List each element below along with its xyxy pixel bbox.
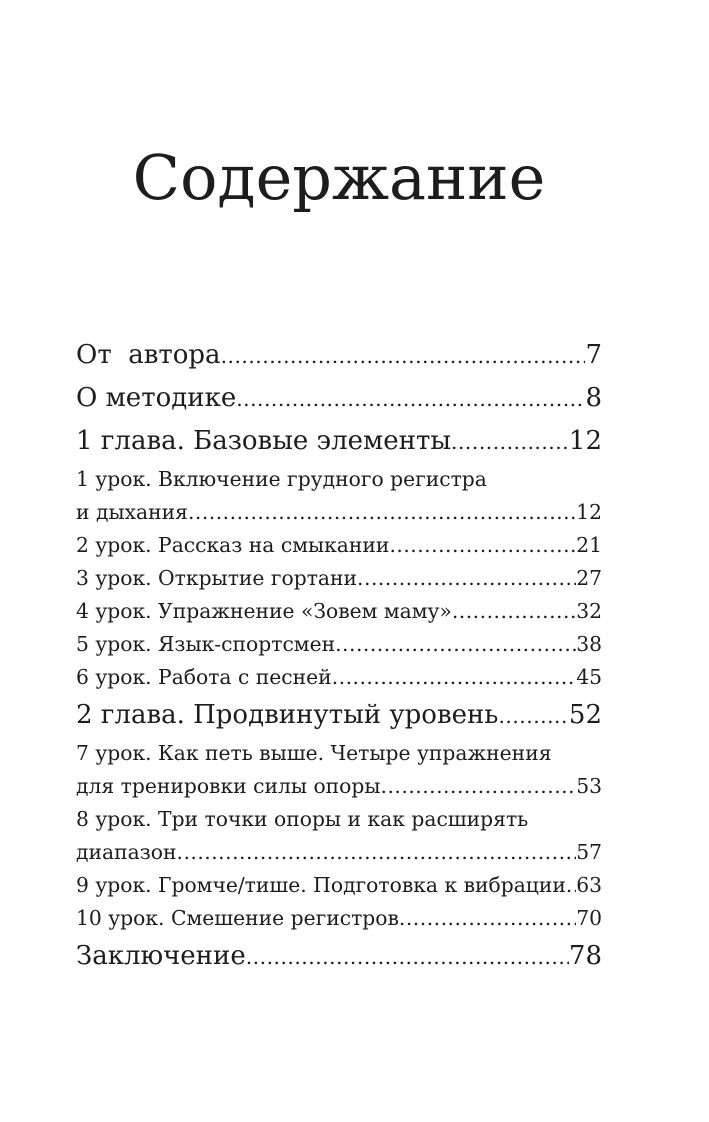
toc-entry-line <box>76 694 602 737</box>
toc-entry-line <box>76 661 602 694</box>
toc-entry-line <box>76 836 602 869</box>
toc-entry-label: 4 урок. Упражнение «Зовем маму» <box>76 599 452 623</box>
toc-entry-line <box>76 463 602 496</box>
toc-entry-line <box>76 628 602 661</box>
toc-entry <box>76 803 602 869</box>
toc-entry-label: диапазон <box>76 840 177 864</box>
toc-dot-leader <box>246 936 569 978</box>
toc-entry-line <box>76 595 602 628</box>
toc-dot-leader <box>498 695 568 737</box>
toc-page-number: 8 <box>585 383 602 413</box>
toc-page-number: 53 <box>576 774 602 798</box>
toc-entry-line <box>76 869 602 902</box>
toc-entry-label: 8 урок. Три точки опоры и как расширять <box>76 807 529 831</box>
toc-entry <box>76 902 602 935</box>
toc-dot-leader <box>335 628 576 661</box>
toc-dot-leader <box>381 770 577 803</box>
toc-page-number: 12 <box>576 500 602 524</box>
toc-dot-leader <box>221 335 586 377</box>
toc-entry-line <box>76 737 602 770</box>
toc-entry-label: 5 урок. Язык-спортсмен <box>76 632 336 656</box>
toc-entry-label: для тренировки силы опоры <box>76 774 381 798</box>
toc-page-number: 27 <box>576 566 602 590</box>
toc-entry-line <box>76 935 602 978</box>
toc-dot-leader <box>332 661 577 694</box>
toc-page-number: 7 <box>585 340 602 370</box>
toc-page-number: 32 <box>576 599 602 623</box>
book-toc-page <box>0 143 709 1122</box>
toc-page-number: 57 <box>576 840 602 864</box>
toc-entry-line <box>76 770 602 803</box>
toc-entry <box>76 463 602 529</box>
toc-entry-line <box>76 902 602 935</box>
toc-page-number: 52 <box>568 700 602 730</box>
toc-entry-label: О методике <box>76 383 237 413</box>
toc-entry-label: 2 глава. Продвинутый уровень <box>76 700 499 730</box>
toc-list <box>76 334 602 978</box>
toc-entry <box>76 869 602 902</box>
toc-entry <box>76 529 602 562</box>
toc-page-number: 12 <box>568 426 602 456</box>
toc-entry-line <box>76 529 602 562</box>
toc-dot-leader <box>399 902 576 935</box>
toc-entry <box>76 595 602 628</box>
toc-dot-leader <box>177 836 577 869</box>
toc-dot-leader <box>389 529 576 562</box>
toc-entry <box>76 377 602 420</box>
toc-entry <box>76 935 602 978</box>
toc-entry-label: и дыхания <box>76 500 188 524</box>
toc-entry-label: 1 глава. Базовые элементы <box>76 426 452 456</box>
toc-entry-line <box>76 562 602 595</box>
toc-entry-label: 9 урок. Громче/тише. Подготовка к вибрации <box>76 873 566 897</box>
toc-dot-leader <box>452 595 576 628</box>
toc-page-number: 78 <box>568 941 602 971</box>
toc-entry <box>76 737 602 803</box>
toc-dot-leader <box>451 421 569 463</box>
toc-entry-label: От автора <box>76 340 221 370</box>
toc-dot-leader <box>357 562 576 595</box>
toc-dot-leader <box>566 869 576 902</box>
toc-page-number: 21 <box>576 533 602 557</box>
toc-entry-line <box>76 496 602 529</box>
toc-entry-label: 3 урок. Открытие гортани <box>76 566 358 590</box>
toc-entry-label: 6 урок. Работа с песней <box>76 665 332 689</box>
toc-page-number: 63 <box>576 873 602 897</box>
toc-page-number: 45 <box>576 665 602 689</box>
toc-dot-leader <box>236 378 585 420</box>
toc-entry-label: 1 урок. Включение грудного регистра <box>76 467 487 491</box>
toc-entry-line <box>76 803 602 836</box>
page-title: Содержание <box>132 141 546 214</box>
toc-entry <box>76 420 602 463</box>
toc-entry-label: 2 урок. Рассказ на смыкании <box>76 533 390 557</box>
toc-entry <box>76 694 602 737</box>
toc-entry-line <box>76 377 602 420</box>
toc-entry-line <box>76 420 602 463</box>
toc-entry-line <box>76 334 602 377</box>
toc-entry <box>76 562 602 595</box>
toc-page-number: 70 <box>576 906 602 930</box>
toc-entry-label: 10 урок. Смешение регистров <box>76 906 399 930</box>
toc-entry <box>76 628 602 661</box>
toc-entry-label: Заключение <box>76 941 246 971</box>
toc-entry <box>76 334 602 377</box>
toc-entry <box>76 661 602 694</box>
toc-page-number: 38 <box>576 632 602 656</box>
toc-entry-label: 7 урок. Как петь выше. Четыре упражнения <box>76 741 552 765</box>
toc-dot-leader <box>188 496 576 529</box>
